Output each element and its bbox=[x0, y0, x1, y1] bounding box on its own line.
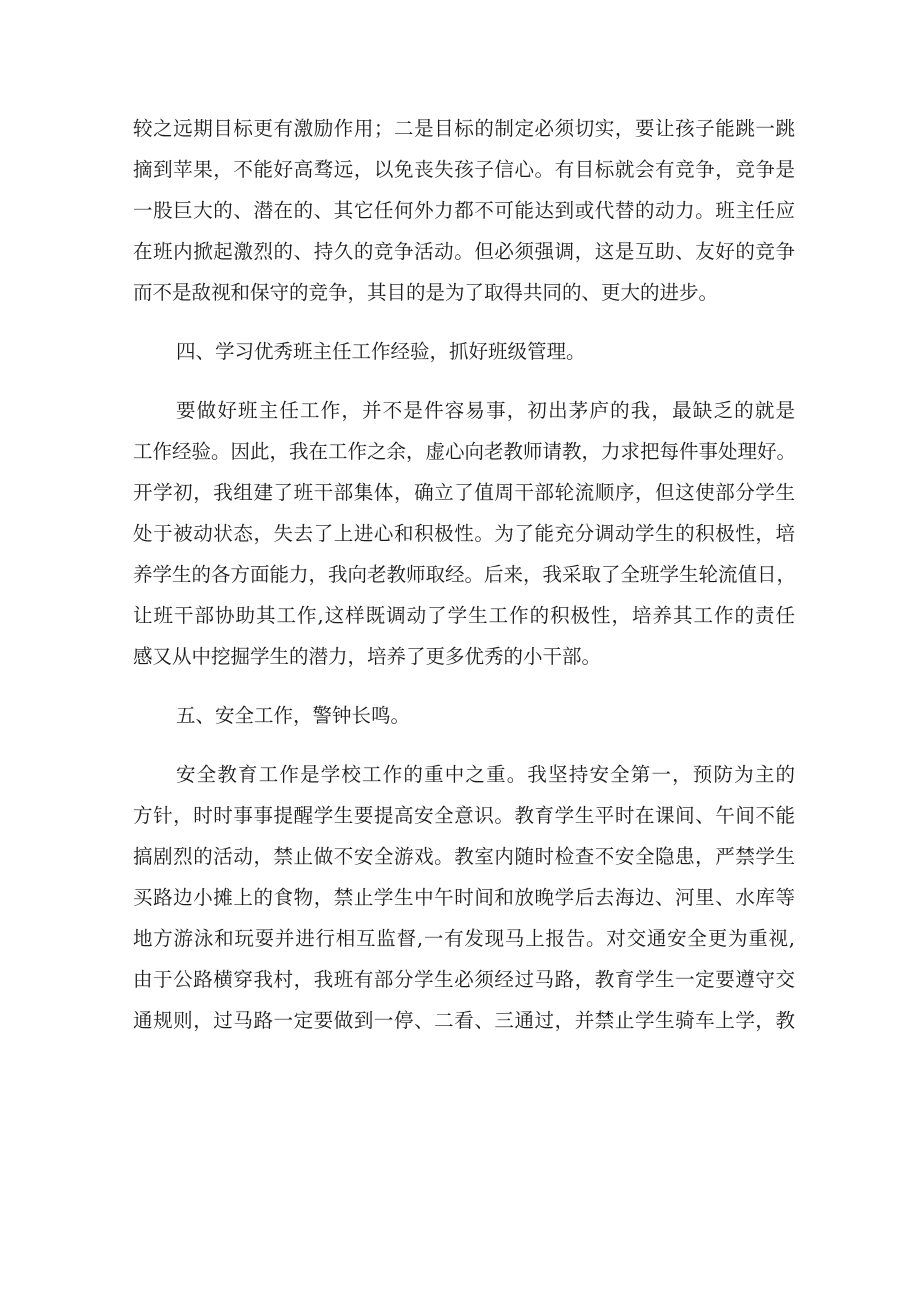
text-line: 通规则，过马路一定要做到一停、二看、三通过，并禁止学生骑车上学，教 bbox=[133, 1009, 795, 1032]
document-body bbox=[133, 108, 795, 1041]
text-line: 让班干部协助其工作,这样既调动了学生工作的积极性，培养其工作的责任 bbox=[133, 604, 795, 627]
text-line: 一股巨大的、潜在的、其它任何外力都不可能达到或代替的动力。班主任应 bbox=[133, 199, 795, 222]
text-line: 工作经验。因此，我在工作之余，虚心向老教师请教，力求把每件事处理好。 bbox=[133, 440, 797, 463]
paragraph-gap bbox=[133, 677, 795, 695]
paragraph-gap bbox=[133, 736, 795, 754]
text-line: 而不是敌视和保守的竞争，其目的是为了取得共同的、更大的进步。 bbox=[133, 281, 719, 304]
text-line: 由于公路横穿我村，我班有部分学生必须经过马路，教育学生一定要遵守交 bbox=[133, 968, 795, 991]
text-line: 开学初，我组建了班干部集体，确立了值周干部轮流顺序，但这使部分学生 bbox=[133, 481, 795, 504]
text-line: 搞剧烈的活动，禁止做不安全游戏。教室内随时检查不安全隐患，严禁学生 bbox=[133, 845, 795, 868]
text-line: 方针，时时事事提醒学生要提高安全意识。教育学生平时在课间、午间不能 bbox=[133, 804, 795, 827]
text-line: 地方游泳和玩耍并进行相互监督,一有发现马上报告。对交通安全更为重视, bbox=[133, 927, 795, 950]
text-line: 买路边小摊上的食物，禁止学生中午时间和放晚学后去海边、河里、水库等 bbox=[133, 886, 795, 909]
paragraph-gap bbox=[133, 372, 795, 390]
paragraph-safety bbox=[133, 754, 795, 1041]
text-line: 要做好班主任工作，并不是件容易事，初出茅庐的我，最缺乏的就是 bbox=[176, 399, 795, 422]
text-line: 较之远期目标更有激励作用；二是目标的制定必须切实，要让孩子能跳一跳 bbox=[133, 117, 795, 140]
text-line: 在班内掀起激烈的、持久的竞争活动。但必须强调，这是互助、友好的竞争 bbox=[133, 240, 795, 263]
text-line: 养学生的各方面能力，我向老教师取经。后来，我采取了全班学生轮流值日， bbox=[133, 563, 797, 586]
paragraph-goal-competition bbox=[133, 108, 795, 313]
text-line: 摘到苹果，不能好高骛远，以免丧失孩子信心。有目标就会有竞争，竞争是 bbox=[133, 158, 795, 181]
paragraph-class-management bbox=[133, 390, 795, 677]
section-heading-5: 五、安全工作，警钟长鸣。 bbox=[176, 704, 411, 727]
section-heading-4: 四、学习优秀班主任工作经验，抓好班级管理。 bbox=[176, 340, 586, 363]
text-line: 处于被动状态，失去了上进心和积极性。为了能充分调动学生的积极性，培 bbox=[133, 522, 795, 545]
text-line: 感又从中挖掘学生的潜力，培养了更多优秀的小干部。 bbox=[133, 645, 602, 668]
paragraph-gap bbox=[133, 313, 795, 331]
text-line: 安全教育工作是学校工作的重中之重。我坚持安全第一，预防为主的 bbox=[176, 763, 795, 786]
